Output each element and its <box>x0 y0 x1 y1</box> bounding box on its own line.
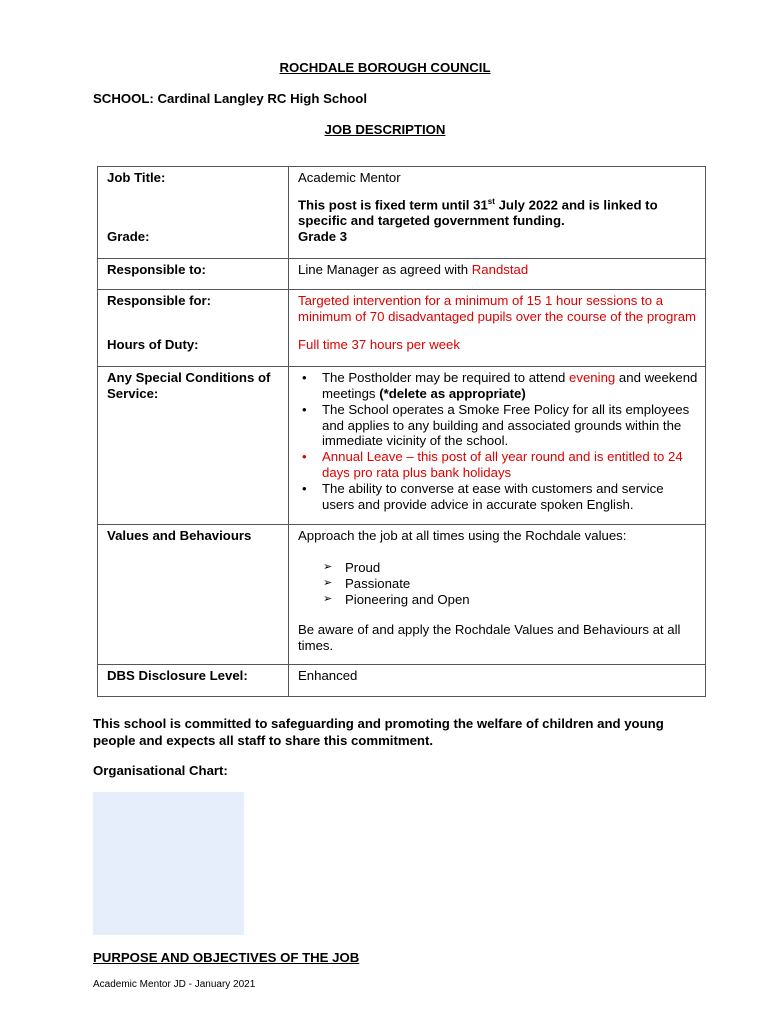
table-row <box>98 665 706 697</box>
org-chart-placeholder <box>93 792 244 935</box>
safeguarding-statement: This school is committed to safeguarding and promoting the welfare of children and young people and expects all staff to share this commitment. <box>93 716 664 748</box>
table-row <box>98 367 706 525</box>
purpose-heading: PURPOSE AND OBJECTIVES OF THE JOB <box>93 950 360 965</box>
list-item: ➢ Proud <box>323 560 381 576</box>
responsible-to-label: Responsible to: <box>98 259 289 290</box>
list-item: ➢ Pioneering and Open <box>323 591 470 607</box>
grade-value: Grade 3 <box>289 229 706 259</box>
responsible-to-value: Line Manager as agreed with Randstad <box>289 259 706 290</box>
special-conditions-list <box>298 370 699 512</box>
values-outro: Be aware of and apply the Rochdale Values and Behaviours at all times. <box>298 622 681 654</box>
list-item: • The Postholder may be required to attend evening and weekend meetings (*delete as appropriate) <box>302 370 698 402</box>
dbs-value: Enhanced <box>289 665 706 697</box>
fixed-term-note: This post is fixed term until 31st July 2022 and is linked to specific and targeted government funding. <box>298 196 658 228</box>
table-row <box>98 229 706 259</box>
job-title-label: Job Title: <box>98 167 289 229</box>
responsible-for-label: Responsible for: <box>98 290 289 337</box>
special-conditions-cell <box>289 367 706 525</box>
responsible-for-value: Targeted intervention for a minimum of 15 1 hour sessions to a minimum of 70 disadvantaged pupils over the course of the program <box>289 290 706 337</box>
table-row <box>98 525 706 665</box>
arrow-bullet-icon: ➢ <box>323 576 333 589</box>
special-conditions-label: Any Special Conditions of Service: <box>98 367 289 525</box>
table-row <box>98 167 706 229</box>
table-row <box>98 259 706 290</box>
job-title-cell <box>289 167 706 229</box>
list-item: • The School operates a Smoke Free Policy for all its employees and applies to any building and associated grounds within the immediate vicinity of the school. <box>302 401 690 449</box>
arrow-bullet-icon: ➢ <box>323 561 333 574</box>
council-heading: ROCHDALE BOROUGH COUNCIL <box>279 60 491 75</box>
hours-label: Hours of Duty: <box>98 337 289 367</box>
table-row <box>98 290 706 337</box>
list-item: • Annual Leave – this post of all year round and is entitled to 24 days pro rata plus bank holidays <box>302 449 683 481</box>
dbs-label: DBS Disclosure Level: <box>98 665 289 697</box>
org-chart-label: Organisational Chart: <box>93 763 228 778</box>
job-title-value: Academic Mentor <box>298 170 401 185</box>
arrow-bullet-icon: ➢ <box>323 592 333 605</box>
hours-value: Full time 37 hours per week <box>289 337 706 367</box>
list-item: • The ability to converse at ease with customers and service users and provide advice in accurate spoken English. <box>302 480 664 512</box>
values-cell <box>289 525 706 665</box>
document-title: JOB DESCRIPTION <box>324 122 446 137</box>
list-item: ➢ Passionate <box>323 575 411 591</box>
values-label: Values and Behaviours <box>98 525 289 665</box>
grade-label: Grade: <box>98 229 289 259</box>
table-row <box>98 337 706 367</box>
school-heading: SCHOOL: Cardinal Langley RC High School <box>93 91 368 106</box>
job-description-table <box>97 166 706 697</box>
values-intro: Approach the job at all times using the Rochdale values: <box>298 528 627 544</box>
values-list <box>298 560 699 607</box>
page-footer: Academic Mentor JD - January 2021 <box>93 979 256 990</box>
